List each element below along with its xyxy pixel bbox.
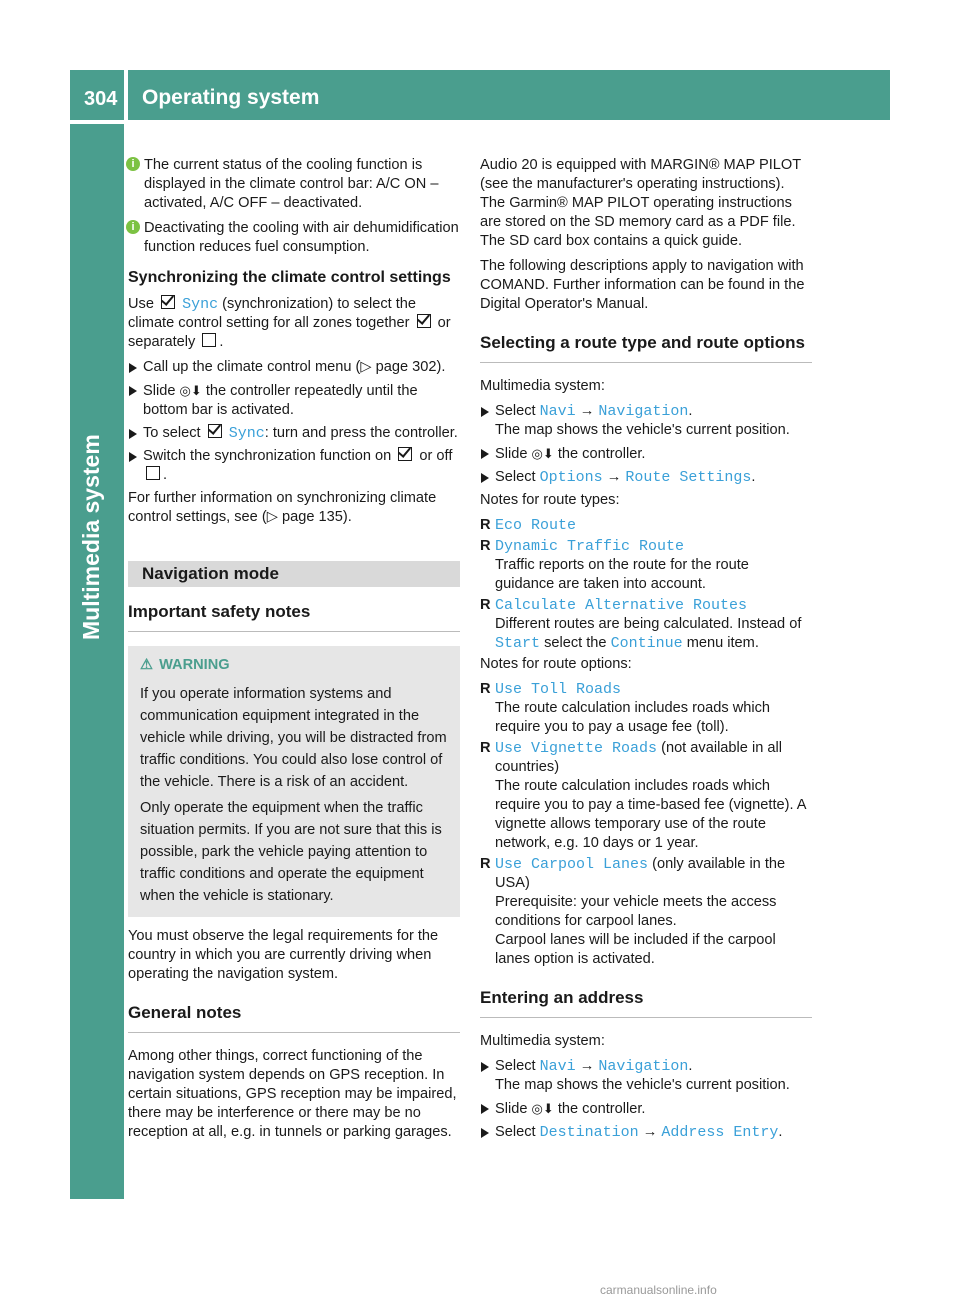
step-arrow-icon xyxy=(481,449,489,459)
header-bar xyxy=(128,70,890,120)
option-text: Different routes are being calculated. Instead of xyxy=(495,616,802,632)
navigation-softkey: Navigation xyxy=(598,403,689,420)
step-text: Slide xyxy=(495,1101,528,1117)
bullet-toll xyxy=(480,680,812,737)
info-note-cooling xyxy=(128,156,460,213)
step-text: Switch the synchronization function on xyxy=(143,448,392,464)
step-text: Call up the climate control menu (▷ page 302). xyxy=(143,359,446,375)
info-icon: i xyxy=(126,157,140,171)
info-text: The current status of the cooling function is displayed in the climate control bar: A/C ON – activated, A/C OFF – deactivated. xyxy=(144,157,439,211)
navigation-softkey: Navigation xyxy=(598,1058,689,1075)
text: or separately xyxy=(128,315,451,350)
safety-heading: Important safety notes xyxy=(128,601,460,632)
step-arrow-icon xyxy=(481,407,489,417)
navi-softkey: Navi xyxy=(539,403,576,420)
bullet-marker: R xyxy=(480,740,491,756)
step-call-menu xyxy=(128,358,460,377)
info-text: Deactivating the cooling with air dehumidification function reduces fuel consumption. xyxy=(144,220,459,255)
options-softkey: Options xyxy=(539,469,603,486)
sync-softkey: Sync xyxy=(228,425,265,442)
bullet-marker: R xyxy=(480,681,491,697)
multimedia-label: Multimedia system: xyxy=(480,1033,605,1049)
step-text: Select xyxy=(495,469,536,485)
step-arrow-icon xyxy=(481,473,489,483)
destination-softkey: Destination xyxy=(539,1124,639,1141)
right-column xyxy=(480,156,812,1146)
option-text: The route calculation includes roads which require you to pay a usage fee (toll). xyxy=(495,700,771,735)
bullet-carpool xyxy=(480,855,812,969)
page-title: Operating system xyxy=(142,86,320,109)
text: (synchronization) to select the climate control setting for all zones together xyxy=(128,296,417,331)
bullet-marker: R xyxy=(480,517,491,533)
audio-note: Audio 20 is equipped with MARGIN® MAP PILOT (see the manufacturer's operating instructions). The Garmin® MAP PILOT operating instructions are stored on the SD memory card as a PDF file. The SD card box contains a quick guide. xyxy=(480,157,801,249)
vignette-option: Use Vignette Roads xyxy=(495,740,658,757)
step-select-navi-2: Select Navi → Navigation. The map shows the vehicle's current position. xyxy=(480,1057,812,1095)
route-heading: Selecting a route type and route options xyxy=(480,332,812,363)
option-text: menu item. xyxy=(686,635,759,651)
text: Use xyxy=(128,296,154,312)
sync-heading: Synchronizing the climate control settings xyxy=(128,269,451,286)
step-slide-2 xyxy=(480,1099,812,1119)
step-slide xyxy=(480,444,812,464)
step-text: : turn and press the controller. xyxy=(264,425,458,441)
step-select-sync xyxy=(128,424,460,443)
warning-triangle-icon: ⚠ xyxy=(140,657,154,673)
option-text: Traffic reports on the route for the route guidance are taken into account. xyxy=(495,557,749,592)
controller-slide-down-icon: ◎⬇ xyxy=(531,446,554,461)
checkbox-checked-icon xyxy=(417,314,431,328)
step-arrow-icon xyxy=(129,429,137,439)
warning-text-2: Only operate the equipment when the traffic situation permits. If you are not sure that this is possible, park the vehicle paying attention to traffic conditions and operate the equipment when the vehicle is stationary. xyxy=(140,800,442,904)
step-result: The map shows the vehicle's current position. xyxy=(495,422,790,438)
multimedia-label: Multimedia system: xyxy=(480,378,605,394)
option-text: Carpool lanes will be included if the carpool lanes option is activated. xyxy=(495,932,776,967)
step-text: Select xyxy=(495,1058,536,1074)
page-number: 304 xyxy=(84,88,118,110)
step-arrow-icon xyxy=(481,1128,489,1138)
step-slide-controller xyxy=(128,381,460,420)
general-notes-heading: General notes xyxy=(128,1002,460,1033)
step-text: Slide xyxy=(495,446,528,462)
watermark: carmanualsonline.info xyxy=(600,1283,717,1297)
general-notes-text: Among other things, correct functioning of the navigation system depends on GPS reception. In certain situations, GPS reception may be impaired, there may be interference or there may be no reception at all, e.g. in tunnels or parking garages. xyxy=(128,1048,457,1140)
step-arrow-icon xyxy=(481,1062,489,1072)
option-text: (only available in the USA) xyxy=(495,856,786,891)
start-softkey: Start xyxy=(495,635,541,652)
info-note-dehumidify xyxy=(128,219,460,257)
eco-route-option: Eco Route xyxy=(495,517,577,534)
page-number-tab xyxy=(70,70,124,120)
address-heading: Entering an address xyxy=(480,987,812,1018)
bullet-calc xyxy=(480,596,812,653)
side-tab xyxy=(70,124,124,1199)
warning-title: WARNING xyxy=(159,657,230,673)
carpool-option: Use Carpool Lanes xyxy=(495,856,649,873)
step-switch-sync: Switch the synchronization function on or off . xyxy=(128,447,460,485)
info-icon: i xyxy=(126,220,140,234)
checkbox-empty-icon xyxy=(202,333,216,347)
step-select-destination: Select Destination → Address Entry. xyxy=(480,1123,812,1142)
notes-route-types: Notes for route types: xyxy=(480,492,620,508)
step-text: Select xyxy=(495,403,536,419)
bullet-vignette xyxy=(480,739,812,853)
continue-softkey: Continue xyxy=(610,635,683,652)
controller-slide-down-icon: ◎⬇ xyxy=(531,1101,554,1116)
dynamic-route-option: Dynamic Traffic Route xyxy=(495,538,685,555)
checkbox-empty-icon xyxy=(146,466,160,480)
address-entry-softkey: Address Entry xyxy=(661,1124,779,1141)
step-arrow-icon xyxy=(129,386,137,396)
step-text: To select xyxy=(143,425,201,441)
sync-softkey: Sync xyxy=(182,296,219,313)
calc-alt-option: Calculate Alternative Routes xyxy=(495,597,748,614)
step-text: or off xyxy=(419,448,453,464)
bullet-dynamic xyxy=(480,537,812,594)
step-select-navi: Select Navi → Navigation. The map shows the vehicle's current position. xyxy=(480,402,812,440)
step-result: The map shows the vehicle's current position. xyxy=(495,1077,790,1093)
further-info: For further information on synchronizing climate control settings, see (▷ page 135). xyxy=(128,490,437,525)
step-select-options: Select Options → Route Settings. xyxy=(480,468,812,487)
checkbox-checked-icon xyxy=(208,424,222,438)
warning-box xyxy=(128,646,460,917)
notes-route-options: Notes for route options: xyxy=(480,656,632,672)
option-text: Prerequisite: your vehicle meets the access conditions for carpool lanes. xyxy=(495,894,777,929)
legal-note: You must observe the legal requirements for the country in which you are currently driving when operating the navigation system. xyxy=(128,928,439,982)
step-text: the controller. xyxy=(557,1101,646,1117)
bullet-marker: R xyxy=(480,856,491,872)
left-column xyxy=(128,156,460,1148)
bullet-marker: R xyxy=(480,597,491,613)
section-navigation-mode: Navigation mode xyxy=(128,561,460,587)
step-text: the controller repeatedly until the bottom bar is activated. xyxy=(143,383,418,418)
step-arrow-icon xyxy=(129,452,137,462)
toll-option: Use Toll Roads xyxy=(495,681,622,698)
sync-paragraph: Use Sync (synchronization) to select the climate control setting for all zones together or separately . xyxy=(128,296,451,350)
side-tab-label: Multimedia system xyxy=(78,434,104,640)
checkbox-checked-icon xyxy=(398,447,412,461)
warning-text-1: If you operate information systems and communication equipment integrated in the vehicle while driving, you will be distracted from traffic conditions. You could also lose control of the vehicle. There is a risk of an accident. xyxy=(140,686,447,790)
option-text: The route calculation includes roads which require you to pay a time-based fee (vignette). A vignette allows temporary use of the route network, e.g. 10 days or 1 year. xyxy=(495,778,806,851)
step-text: Slide xyxy=(143,383,176,399)
navi-softkey: Navi xyxy=(539,1058,576,1075)
step-arrow-icon xyxy=(129,363,137,373)
following-note: The following descriptions apply to navigation with COMAND. Further information can be found in the Digital Operator's Manual. xyxy=(480,258,805,312)
step-arrow-icon xyxy=(481,1104,489,1114)
option-text: (not available in all countries) xyxy=(495,740,782,775)
bullet-eco xyxy=(480,516,812,535)
route-settings-softkey: Route Settings xyxy=(625,469,752,486)
step-text: the controller. xyxy=(557,446,646,462)
option-text: select the xyxy=(544,635,607,651)
step-text: Select xyxy=(495,1124,536,1140)
controller-slide-down-icon: ◎⬇ xyxy=(179,383,202,398)
warning-header xyxy=(140,656,450,675)
checkbox-checked-icon xyxy=(161,295,175,309)
bullet-marker: R xyxy=(480,538,491,554)
